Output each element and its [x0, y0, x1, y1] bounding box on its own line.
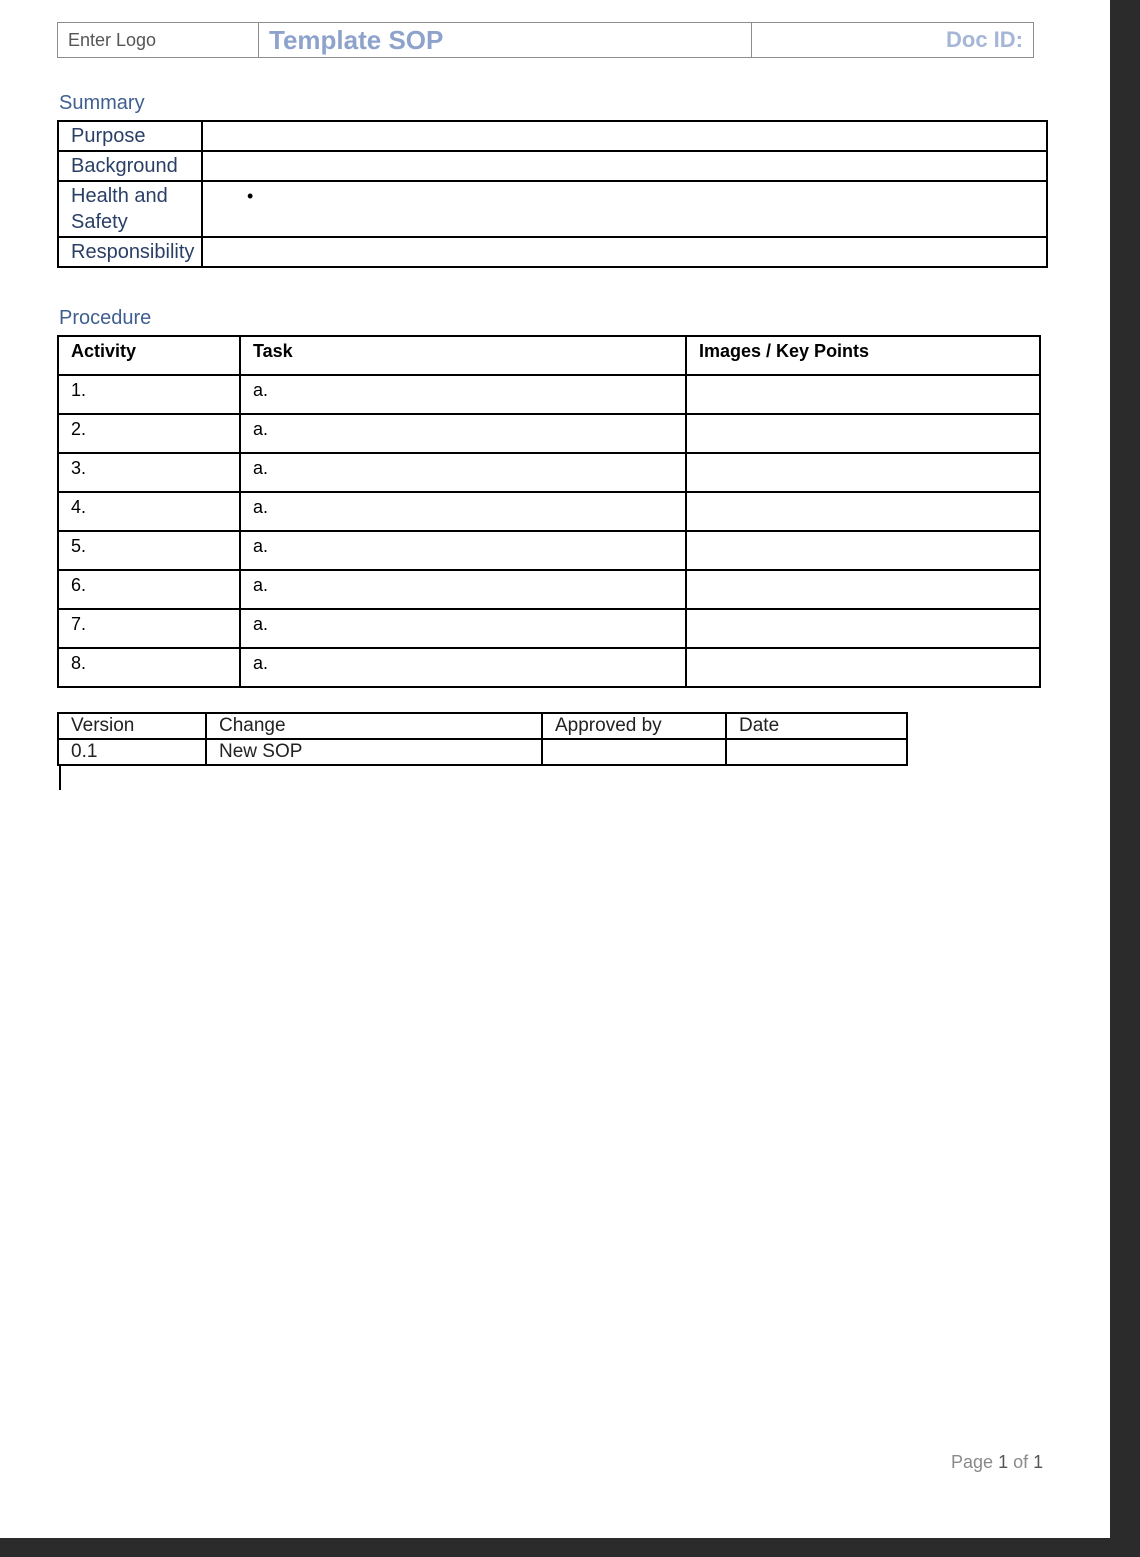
- summary-row-responsibility: [58, 237, 1047, 267]
- activity-cell[interactable]: 3.: [58, 453, 240, 492]
- table-row: [58, 375, 1040, 414]
- procedure-heading: Procedure: [59, 307, 152, 329]
- task-cell[interactable]: a.: [240, 375, 686, 414]
- procedure-table: [57, 335, 1041, 688]
- key-points-cell[interactable]: [686, 648, 1040, 687]
- task-cell[interactable]: a.: [240, 648, 686, 687]
- column-header-version: Version: [58, 713, 206, 739]
- table-row: [58, 570, 1040, 609]
- key-points-cell[interactable]: [686, 570, 1040, 609]
- column-header-task: Task: [240, 336, 686, 375]
- key-points-cell[interactable]: [686, 609, 1040, 648]
- procedure-header-row: [58, 336, 1040, 375]
- change-cell[interactable]: New SOP: [206, 739, 542, 765]
- key-points-cell[interactable]: [686, 492, 1040, 531]
- doc-id-label[interactable]: Doc ID:: [752, 23, 1034, 58]
- column-header-key-points: Images / Key Points: [686, 336, 1040, 375]
- summary-row-purpose: [58, 121, 1047, 151]
- summary-label: Purpose: [58, 121, 202, 151]
- summary-value-cell[interactable]: [202, 121, 1047, 151]
- date-cell[interactable]: [726, 739, 907, 765]
- activity-cell[interactable]: 8.: [58, 648, 240, 687]
- activity-cell[interactable]: 5.: [58, 531, 240, 570]
- key-points-cell[interactable]: [686, 453, 1040, 492]
- key-points-cell[interactable]: [686, 375, 1040, 414]
- summary-label: Responsibility: [58, 237, 202, 267]
- activity-cell[interactable]: 2.: [58, 414, 240, 453]
- version-cell[interactable]: 0.1: [58, 739, 206, 765]
- summary-value-cell[interactable]: [202, 237, 1047, 267]
- page-word: Page: [951, 1452, 994, 1472]
- task-cell[interactable]: a.: [240, 414, 686, 453]
- of-word: of: [1013, 1452, 1029, 1472]
- table-row: [58, 609, 1040, 648]
- column-header-activity: Activity: [58, 336, 240, 375]
- summary-row-background: [58, 151, 1047, 181]
- column-header-change: Change: [206, 713, 542, 739]
- summary-table: [57, 120, 1048, 268]
- text-cursor[interactable]: [59, 766, 61, 790]
- version-header-row: [58, 713, 907, 739]
- page-number-footer: [951, 1452, 1043, 1473]
- bullet-point: •: [247, 186, 254, 206]
- task-cell[interactable]: a.: [240, 492, 686, 531]
- task-cell[interactable]: a.: [240, 531, 686, 570]
- task-cell[interactable]: a.: [240, 609, 686, 648]
- activity-cell[interactable]: 4.: [58, 492, 240, 531]
- activity-cell[interactable]: 6.: [58, 570, 240, 609]
- logo-placeholder[interactable]: Enter Logo: [58, 23, 259, 58]
- summary-label: Health and Safety: [58, 181, 202, 237]
- table-row: [58, 648, 1040, 687]
- summary-label: Background: [58, 151, 202, 181]
- key-points-cell[interactable]: [686, 414, 1040, 453]
- total-pages-number: 1: [1033, 1452, 1044, 1472]
- current-page-number: 1: [998, 1452, 1009, 1472]
- table-row: [58, 492, 1040, 531]
- summary-value-cell[interactable]: [202, 151, 1047, 181]
- table-row: [58, 414, 1040, 453]
- table-row: [58, 453, 1040, 492]
- activity-cell[interactable]: 7.: [58, 609, 240, 648]
- column-header-date: Date: [726, 713, 907, 739]
- summary-row-health-and-safety: [58, 181, 1047, 237]
- table-row: [58, 739, 907, 765]
- approved-by-cell[interactable]: [542, 739, 726, 765]
- activity-cell[interactable]: 1.: [58, 375, 240, 414]
- task-cell[interactable]: a.: [240, 453, 686, 492]
- version-history-table: [57, 712, 908, 766]
- header-table: [57, 22, 1034, 58]
- summary-heading: Summary: [59, 92, 145, 114]
- key-points-cell[interactable]: [686, 531, 1040, 570]
- task-cell[interactable]: a.: [240, 570, 686, 609]
- column-header-approved-by: Approved by: [542, 713, 726, 739]
- document-title[interactable]: Template SOP: [259, 23, 752, 58]
- summary-value-cell[interactable]: [202, 181, 1047, 237]
- table-row: [58, 531, 1040, 570]
